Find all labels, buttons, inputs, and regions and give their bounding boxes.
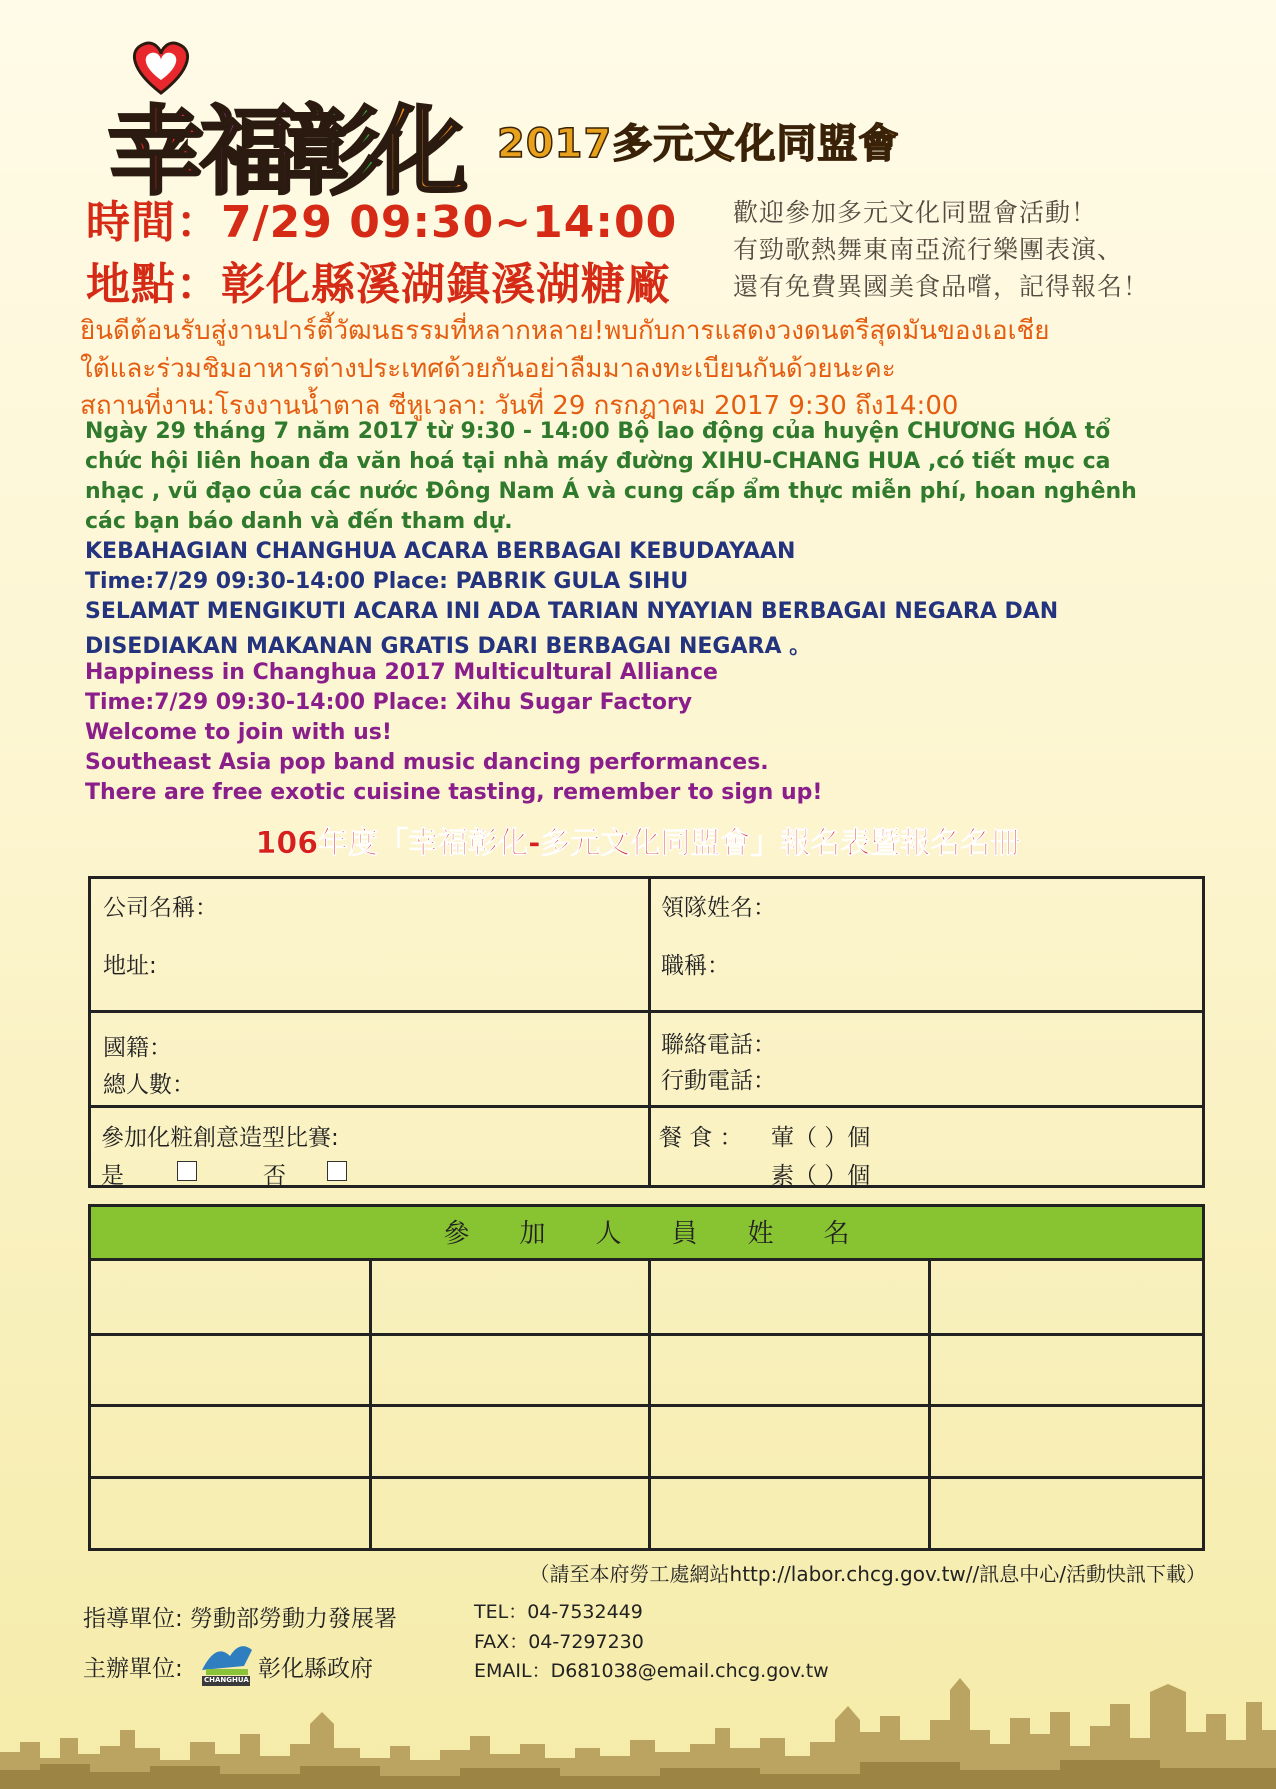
total-people-field[interactable]: 總人數： [103, 1072, 195, 1098]
english-line: Happiness in Changhua 2017 Multicultural Alliance [85, 660, 718, 685]
participant-name-cell[interactable] [931, 1479, 1202, 1548]
participant-name-cell[interactable] [651, 1479, 928, 1548]
indonesian-line: KEBAHAGIAN CHANGHUA ACARA BERBAGAI KEBUDAYAAN [85, 539, 796, 564]
meal-label: 餐 食 ： [659, 1125, 743, 1151]
leader-name-field[interactable]: 領隊姓名： [661, 895, 776, 921]
event-subtitle: 2017多元文化同盟會 [497, 121, 900, 167]
intro-line: 還有免費異國美食品嚐，記得報名！ [733, 272, 1150, 301]
participant-name-cell[interactable] [372, 1336, 648, 1404]
participant-name-cell[interactable] [931, 1336, 1202, 1404]
participant-name-cell[interactable] [91, 1479, 369, 1548]
participant-name-cell[interactable] [91, 1407, 369, 1476]
registration-form [88, 876, 1205, 1188]
yes-checkbox[interactable] [177, 1161, 197, 1181]
host-unit-name: 彰化縣政府 [258, 1656, 373, 1682]
participant-name-cell[interactable] [372, 1264, 648, 1333]
job-title-field[interactable]: 職稱： [661, 953, 730, 979]
vietnamese-line: chức hội liên hoan đa văn hoá tại nhà máy đường XIHU-CHANG HUA ,có tiết mục ca [85, 449, 1111, 474]
download-note: （請至本府勞工處網站http://labor.chcg.gov.tw//訊息中心/活動快訊下載） [529, 1562, 1206, 1586]
form-title: 106年度「幸福彰化-多元文化同盟會」報名表暨報名名冊 [255, 826, 1021, 861]
participant-name-cell[interactable] [931, 1407, 1202, 1476]
email[interactable]: EMAIL：D681038@email.chcg.gov.tw [474, 1660, 829, 1682]
english-line: Southeast Asia pop band music dancing performances. [85, 750, 769, 775]
participant-name-cell[interactable] [372, 1407, 648, 1476]
address-field[interactable]: 地址: [103, 953, 157, 979]
indonesian-line: Time:7/29 09:30-14:00 Place: PABRIK GULA SIHU [85, 569, 689, 594]
event-time: 時間：7/29 09:30~14:00 [86, 197, 678, 248]
nationality-field[interactable]: 國籍： [103, 1035, 172, 1061]
participant-name-cell[interactable] [651, 1264, 928, 1333]
participants-header: 參加人員姓名 [91, 1207, 1202, 1261]
participant-name-cell[interactable] [91, 1336, 369, 1404]
emblem-text: CHANGHUA [204, 1676, 249, 1684]
phone-field[interactable]: 聯絡電話： [661, 1032, 776, 1058]
tel: TEL：04-7532449 [474, 1601, 643, 1623]
intro-line: 歡迎參加多元文化同盟會活動！ [733, 198, 1098, 227]
english-line: There are free exotic cuisine tasting, remember to sign up! [85, 780, 823, 805]
thai-line: ยินดีต้อนรับสู่งานปาร์ตี้วัฒนธรรมที่หลากหลาย!พบกับการแสดงวงดนตรีสุดมันของเอเชีย [80, 316, 1050, 346]
vietnamese-line: Ngày 29 tháng 7 năm 2017 từ 9:30 - 14:00 Bộ lao động của huyện CHƯƠNG HÓA tổ [85, 419, 1111, 444]
veg-count-field[interactable]: 素（ ）個 [771, 1163, 871, 1189]
logo-char-2: 福 [200, 96, 290, 208]
english-line: Welcome to join with us! [85, 720, 392, 745]
english-line: Time:7/29 09:30-14:00 Place: Xihu Sugar Factory [85, 690, 693, 715]
fax: FAX：04-7297230 [474, 1631, 644, 1653]
participant-name-cell[interactable] [651, 1336, 928, 1404]
host-unit-label: 主辦單位: [83, 1656, 183, 1682]
participant-name-cell[interactable] [931, 1264, 1202, 1333]
city-skyline [0, 1620, 1276, 1789]
thai-line: ใต้และร่วมชิมอาหารต่างประเทศด้วยกันอย่าลืมมาลงทะเบียนกันด้วยนะคะ [80, 354, 896, 384]
participant-name-cell[interactable] [372, 1479, 648, 1548]
participant-name-cell[interactable] [91, 1264, 369, 1333]
vietnamese-line: nhạc , vũ đạo của các nước Đông Nam Á và cung cấp ẩm thực miễn phí, hoan nghênh [85, 479, 1137, 504]
thai-line: สถานที่งาน:โรงงานน้ำตาล ซีหูเวลา: วันที่ 29 กรกฎาคม 2017 9:30 ถึง14:00 [80, 391, 959, 421]
divider [91, 1105, 1202, 1108]
logo-char-1: 幸 [108, 96, 198, 208]
mobile-field[interactable]: 行動電話： [661, 1068, 776, 1094]
guide-unit: 指導單位: 勞動部勞動力發展署 [83, 1606, 398, 1632]
company-name-field[interactable]: 公司名稱： [103, 895, 218, 921]
divider [648, 879, 651, 1185]
meat-count-field[interactable]: 葷（ ）個 [771, 1125, 871, 1151]
event-place: 地點：彰化縣溪湖鎮溪湖糖廠 [86, 259, 671, 310]
logo-char-3: 彰 [286, 96, 376, 208]
contest-label: 參加化粧創意造型比賽: [101, 1125, 339, 1151]
divider [91, 1010, 1202, 1013]
participants-table [88, 1204, 1205, 1551]
participant-name-cell[interactable] [651, 1407, 928, 1476]
indonesian-line: SELAMAT MENGIKUTI ACARA INI ADA TARIAN NYAYIAN BERBAGAI NEGARA DAN [85, 599, 1059, 624]
no-checkbox[interactable] [327, 1161, 347, 1181]
logo-char-4: 化 [372, 96, 462, 208]
no-option-label: 否 [263, 1163, 286, 1189]
intro-line: 有勁歌熱舞東南亞流行樂團表演、 [733, 235, 1124, 264]
logo [108, 38, 468, 208]
indonesian-line: DISEDIAKAN MAKANAN GRATIS DARI BERBAGAI NEGARA 。 [85, 634, 812, 659]
yes-option-label: 是 [101, 1163, 124, 1189]
vietnamese-line: các bạn báo danh và đến tham dự. [85, 509, 513, 534]
